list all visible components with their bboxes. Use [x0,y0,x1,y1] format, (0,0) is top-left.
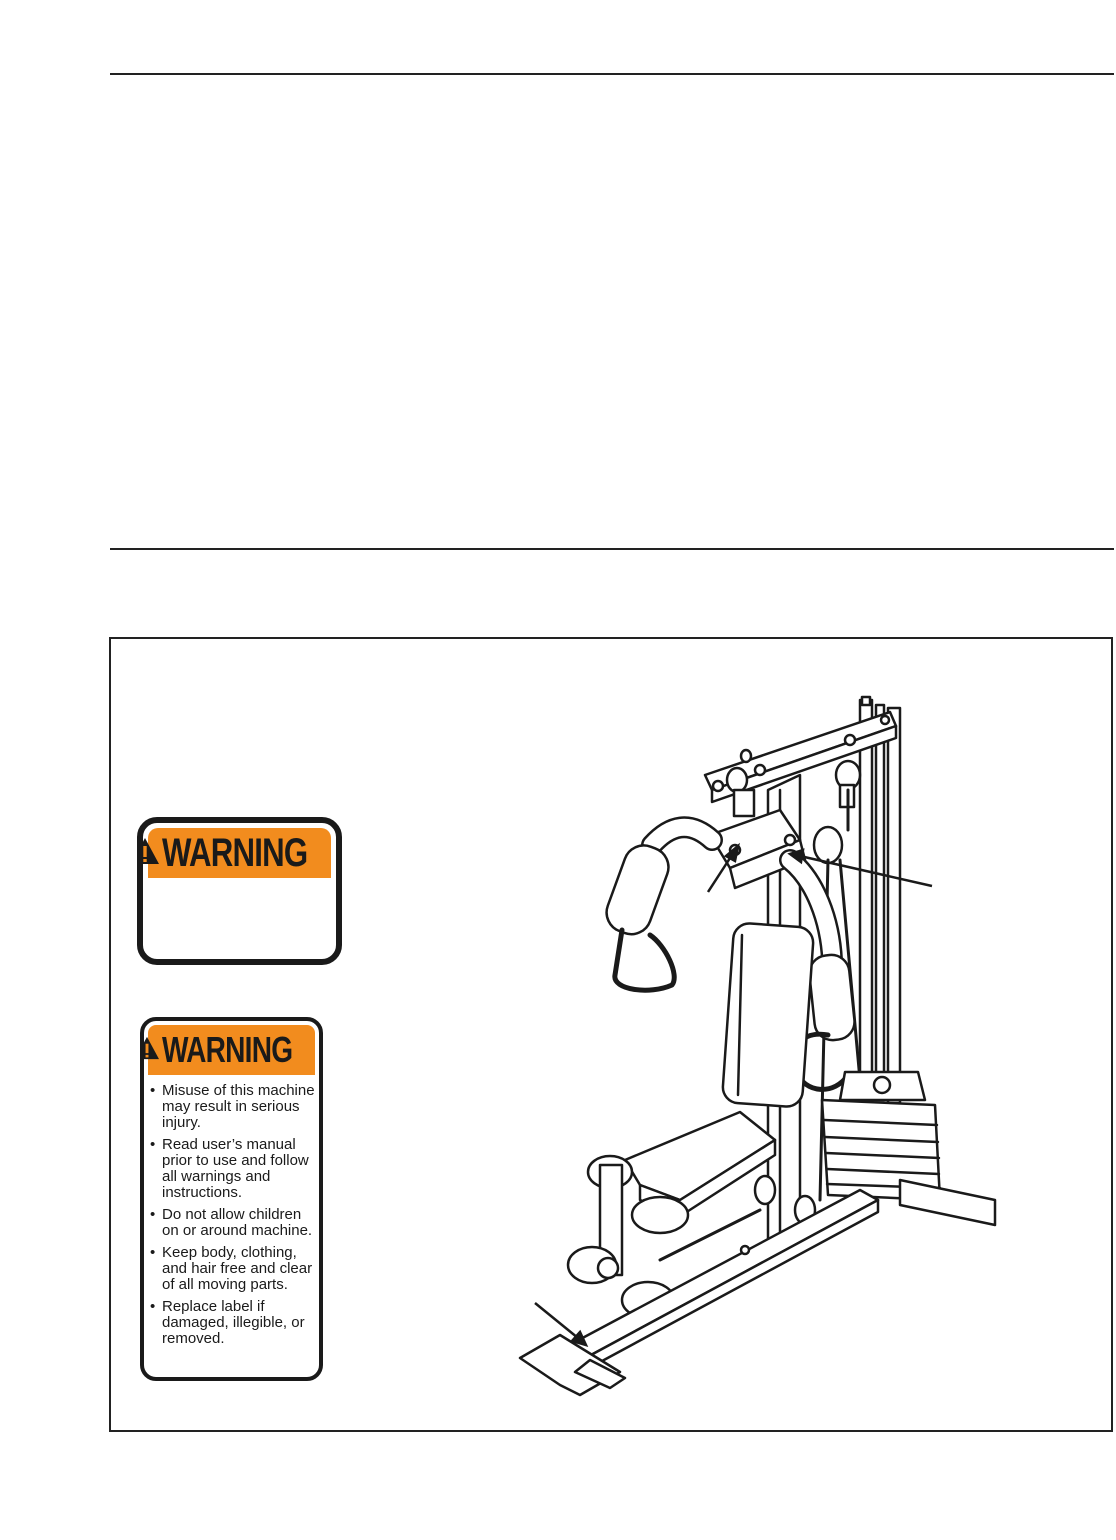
warning-heading: WARNING [162,1029,293,1070]
warning-bullet: • Keep body, clothing, and hair free and clear of all moving parts. [150,1245,315,1293]
warning-bullet: • Misuse of this machine may result in serious injury. [150,1083,315,1131]
warning-triangle-icon [140,1036,160,1065]
warning-label-small [137,817,342,965]
warning-heading: WARNING [162,830,308,875]
warning-label-large [140,1017,323,1381]
top-divider [110,73,1114,75]
warning-banner [148,828,331,878]
warning-banner [148,1025,315,1075]
warning-bullet: • Do not allow children on or around machine. [150,1207,315,1239]
warning-bullet-list [144,1083,319,1347]
warning-triangle-icon [137,837,160,870]
middle-divider [110,548,1114,550]
warning-bullet: • Read user’s manual prior to use and follow all warnings and instructions. [150,1137,315,1201]
warning-bullet: • Replace label if damaged, illegible, or removed. [150,1299,315,1347]
